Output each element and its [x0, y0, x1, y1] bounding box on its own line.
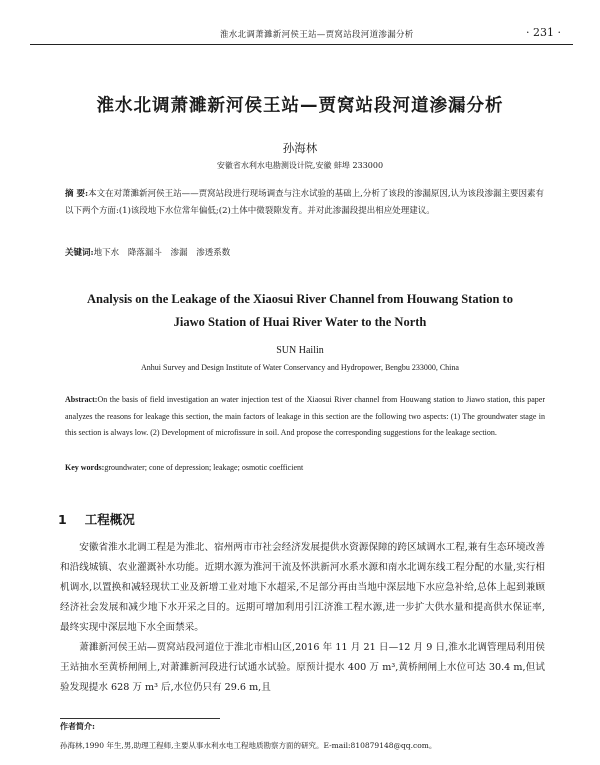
- chinese-abstract-label: 摘 要:: [65, 189, 89, 199]
- chinese-title: 淮水北调萧濉新河侯王站—贾窝站段河道渗漏分析: [96, 96, 504, 116]
- english-title: [0, 288, 600, 334]
- footnote-heading: 作者简介:: [60, 721, 95, 731]
- chinese-keywords: [65, 245, 545, 262]
- chinese-keywords-text: 地下水 降落漏斗 渗漏 渗透系数: [93, 248, 231, 258]
- body-paragraph-2: 萧濉新河侯王站—贾窝站段河道位于淮北市相山区,2016 年 11 月 21 日—12 月 9 日,淮水北调管理局利用侯王站抽水至黄桥闸闸上,对萧濉新河段进行试通水试验。原预计提水 400 万 m³,黄桥闸闸上水位可达 30.4 m,但试验发现提水 628 万 m³ 后,水位仍只有 29.6 m,且: [60, 642, 545, 693]
- english-keywords-label: Key words:: [65, 463, 105, 472]
- running-title: 淮水北调萧濉新河侯王站—贾窝站段河道渗漏分析: [220, 30, 414, 40]
- footnote-text: 孙海林,1990 年生,男,助理工程师,主要从事水利水电工程地质勘察方面的研究。E-mail:810879148@qq.com。: [60, 741, 437, 750]
- english-keywords-text: groundwater; cone of depression; leakage; osmotic coefficient: [104, 463, 304, 472]
- section-title: 工程概况: [84, 512, 135, 527]
- chinese-keywords-label: 关键词:: [65, 248, 94, 258]
- chinese-abstract-text: 本文在对萧濉新河侯王站——贾窝站段进行现场调查与注水试验的基础上,分析了该段的渗漏原因,认为该段渗漏主要因素有以下两个方面:(1)该段地下水位常年偏低;(2)土体中微裂隙发育。并对此渗漏段提出相应处理建议。: [65, 189, 545, 216]
- page-number: · 231 ·: [526, 26, 561, 39]
- chinese-author: 孙海林: [282, 141, 318, 155]
- body-paragraph-1: 安徽省淮水北调工程是为淮北、宿州两市市社会经济发展提供水资源保障的跨区域调水工程,兼有生态环境改善和沿线城镇、农业灌溉补水功能。近期水源为淮河干流及怀洪新河水系水源和南水北调东线工程分配的水量,实行相机调水,以置换和减轻现状工业及新增工业对地下水超采,不足部分再由当地中深层地下水应急补给,总体上起到兼顾经济社会发展和减少地下水开采之目的。远期可增加利用引江济淮工程水源,进一步扩大供水量和提高供水保证率,最终实现中深层地下水全面禁采。: [60, 542, 545, 633]
- english-author: SUN Hailin: [276, 345, 324, 356]
- section-body: [60, 538, 545, 698]
- chinese-affiliation: 安徽省水利水电勘测设计院,安徽 蚌埠 233000: [216, 161, 384, 170]
- section-number: 1: [58, 512, 67, 527]
- section-heading: [58, 510, 135, 528]
- running-header: [30, 24, 573, 45]
- chinese-abstract: [65, 186, 545, 220]
- english-abstract-text: On the basis of field investigation an water injection test of the Xiaosui River channel from Houwang station to Jiawo station, this paper analyzes the reasons for leakage this section, the main factors of leakage in this section are the following two aspects: (1) The groundwater stage in this section is always low. (2) Development of microfissure in soil. And propose the corresponding suggestions for the leakage section.: [65, 395, 545, 437]
- english-keywords: [65, 459, 545, 476]
- footnote-rule: [60, 718, 220, 719]
- english-title-line-1: Analysis on the Leakage of the Xiaosui River Channel from Houwang Station to: [87, 292, 513, 306]
- english-affiliation: Anhui Survey and Design Institute of Water Conservancy and Hydropower, Bengbu 233000, China: [141, 363, 459, 372]
- english-abstract: [65, 392, 545, 442]
- english-abstract-label: Abstract:: [65, 395, 98, 404]
- english-title-line-2: Jiawo Station of Huai River Water to the North: [173, 315, 427, 329]
